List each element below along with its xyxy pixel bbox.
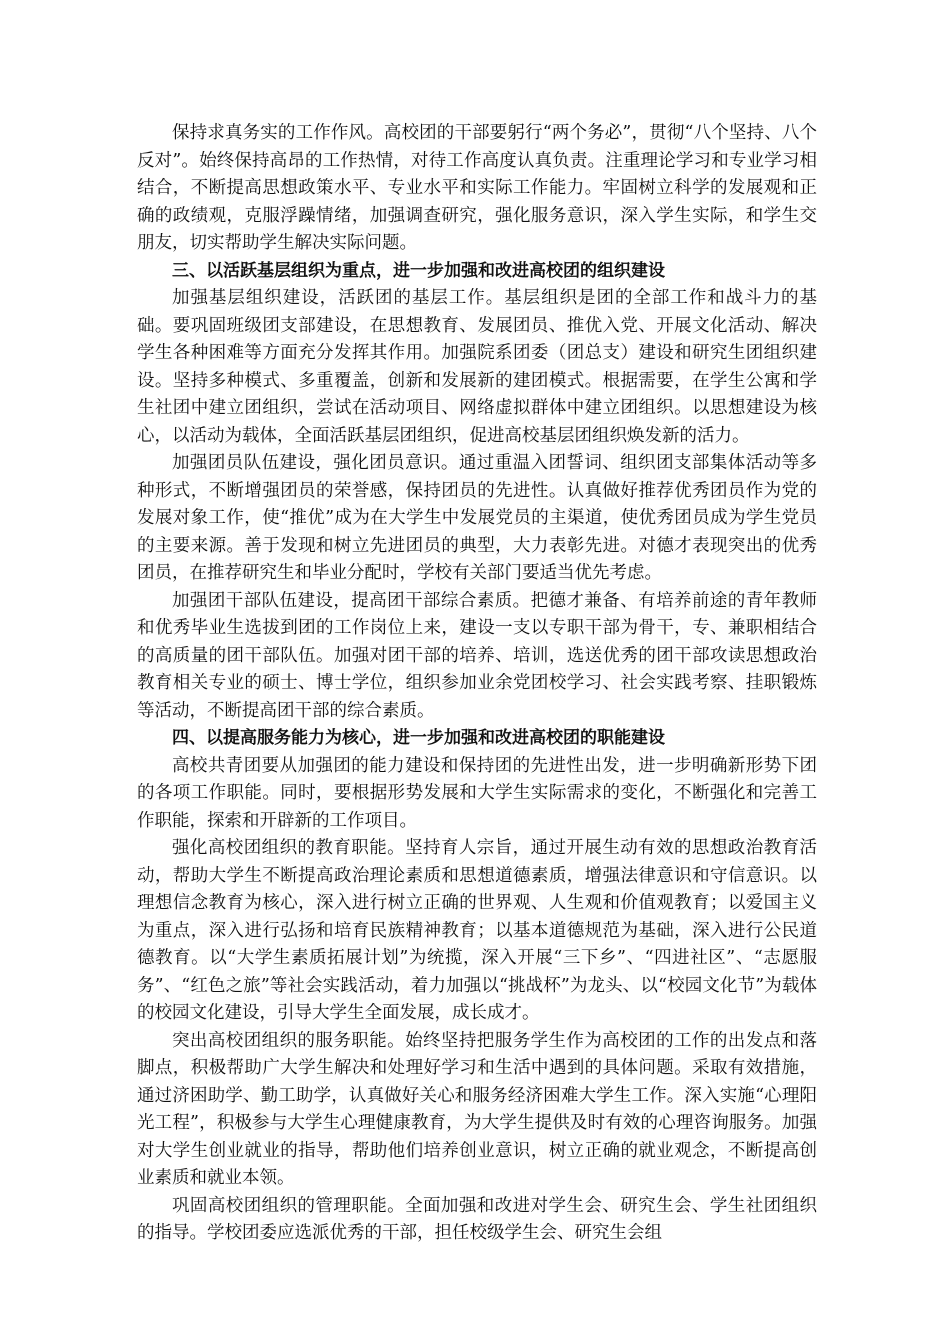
paragraph-lead: 加强团员队伍建设，强化团员意识。 <box>172 453 459 473</box>
paragraph-text: 始终坚持把服务学生作为高校团的工作的出发点和落脚点，积极帮助广大学生解决和处理好学习和生活中遇到的具体问题。采取有效措施，通过济困助学、勤工助学，认真做好关心和服务经济困难大学生工作。深入实施“心理阳光工程”，积极参与大学生心理健康教育，为大学生提供及时有效的心理咨询服务。加强对大学生创业就业的指导，帮助他们培养创业意识，树立正确的就业观念，不断提高创业素质和就业本领。 <box>137 1030 818 1188</box>
section-heading <box>137 258 817 286</box>
paragraph <box>137 588 817 726</box>
paragraph-text: 基层组织是团的全部工作和战斗力的基础。要巩固班级团支部建设，在思想教育、发展团员、推优入党、开展文化活动、解决学生各种困难等方面充分发挥其作用。加强院系团委（团总支）建设和研究生团组织建设。坚持多种模式、多重覆盖，创新和发展新的建团模式。根据需要，在学生公寓和学生社团中建立团组织，尝试在活动项目、网络虚拟群体中建立团组织。以思想建设为核心，以活动为载体，全面活跃基层团组织，促进高校基层团组织焕发新的活力。 <box>137 288 818 446</box>
paragraph-text: 坚持育人宗旨，通过开展生动有效的思想政治教育活动，帮助大学生不断提高政治理论素质和思想道德素质，增强法律意识和守信意识。以理想信念教育为核心，深入进行树立正确的世界观、人生观和价值观教育；以爱国主义为重点，深入进行弘扬和培育民族精神教育；以基本道德规范为基础，深入进行公民道德教育。以“大学生素质拓展计划”为统揽，深入开展“三下乡”、“四进社区”、“志愿服务”、“红色之旅”等社会实践活动，着力加强以“挑战杯”为龙头、以“校园文化节”为载体的校园文化建设，引导大学生全面发展，成长成才。 <box>137 838 818 1023</box>
paragraph-text: 全面加强和改进对学生会、研究生会、学生社团组织的指导。学校团委应选派优秀的干部，担任校级学生会、研究生会组 <box>137 1195 818 1243</box>
paragraph-text: 高校团的干部要躬行“两个务必”，贯彻“八个坚持、八个反对”。始终保持高昂的工作热情，对待工作高度认真负责。注重理论学习和专业学习相结合，不断提高思想政策水平、专业水平和实际工作能力。牢固树立科学的发展观和正确的政绩观，克服浮躁情绪，加强调查研究，强化服务意识，深入学生实际，和学生交朋友，切实帮助学生解决实际问题。 <box>137 123 818 253</box>
paragraph <box>137 285 817 450</box>
paragraph <box>137 1193 817 1248</box>
heading-text: 三、以活跃基层组织为重点，进一步加强和改进高校团的组织建设 <box>172 260 665 281</box>
paragraph-text: 通过重温入团誓词、组织团支部集体活动等多种形式，不断增强团员的荣誉感，保持团员的先进性。认真做好推荐优秀团员作为党的发展对象工作，使“推优”成为在大学生中发展党员的主渠道，使优秀团员成为学生党员的主要来源。善于发现和树立先进团员的典型，大力表彰先进。对德才表现突出的优秀团员，在推荐研究生和毕业分配时，学校有关部门要适当优先考虑。 <box>137 453 818 583</box>
paragraph <box>137 120 817 258</box>
paragraph-lead: 强化高校团组织的教育职能。 <box>172 838 406 858</box>
paragraph <box>137 835 817 1028</box>
paragraph <box>137 1028 817 1193</box>
paragraph <box>137 753 817 836</box>
paragraph-lead: 加强基层组织建设，活跃团的基层工作。 <box>172 288 505 308</box>
document-body <box>137 120 817 1248</box>
paragraph-text: 高校共青团要从加强团的能力建设和保持团的先进性出发，进一步明确新形势下团的各项工作职能。同时，要根据形势发展和大学生实际需求的变化，不断强化和完善工作职能，探索和开辟新的工作项目。 <box>137 755 817 831</box>
paragraph-lead: 突出高校团组织的服务职能。 <box>172 1030 406 1051</box>
paragraph-lead: 巩固高校团组织的管理职能。 <box>172 1195 406 1216</box>
paragraph-text: 把德才兼备、有培养前途的青年教师和优秀毕业生选拔到团的工作岗位上来，建设一支以专职干部为骨干，专、兼职相结合的高质量的团干部队伍。加强对团干部的培养、培训，选送优秀的团干部攻读思想政治教育相关专业的硕士、博士学位，组织参加业余党团校学习、社会实践考察、挂职锻炼等活动，不断提高团干部的综合素质。 <box>137 590 818 721</box>
heading-text: 四、以提高服务能力为核心，进一步加强和改进高校团的职能建设 <box>172 728 665 748</box>
paragraph-lead: 保持求真务实的工作作风。 <box>172 123 384 143</box>
paragraph-lead: 加强团干部队伍建设，提高团干部综合素质。 <box>172 590 531 611</box>
paragraph <box>137 450 817 588</box>
section-heading <box>137 725 817 753</box>
